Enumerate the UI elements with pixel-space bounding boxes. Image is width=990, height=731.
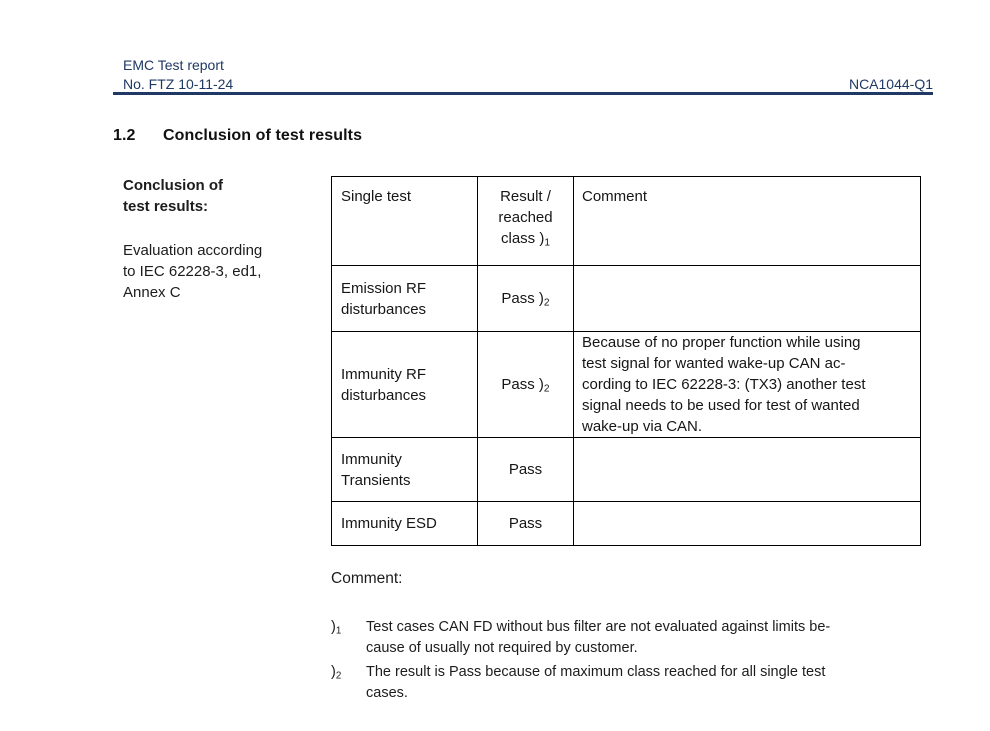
sidebar-label: Conclusion of test results: xyxy=(123,177,223,215)
cell-result: Pass xyxy=(478,438,574,502)
footnote-marker: )$_2$ xyxy=(331,664,342,682)
footnotes xyxy=(331,617,916,707)
footnote-ref: 1 xyxy=(544,237,550,249)
section-heading xyxy=(113,127,362,145)
footnote xyxy=(331,617,916,659)
comment-label: Comment: xyxy=(331,570,403,587)
cell-result: Pass )$_2$ xyxy=(478,266,574,332)
report-title: EMC Test report xyxy=(123,57,224,73)
header-comment: Comment xyxy=(574,177,921,266)
cell-result: Pass )$_2$ xyxy=(478,332,574,438)
footnote-text: The result is Pass because of maximum class reached for all single test cases. xyxy=(366,664,826,701)
cell-comment xyxy=(574,438,921,502)
cell-result: Pass xyxy=(478,502,574,546)
footnote-text: Test cases CAN FD without bus filter are not evaluated against limits be- cause of usually not required by customer. xyxy=(366,619,831,656)
footnote xyxy=(331,662,916,704)
footnote-ref: 2 xyxy=(543,383,550,395)
table-row xyxy=(332,438,921,502)
table-row xyxy=(332,502,921,546)
section-number: 1.2 xyxy=(113,127,136,144)
results-table xyxy=(331,176,921,546)
table-header-row xyxy=(332,177,921,266)
cell-single-test: Immunity Transients xyxy=(332,438,478,502)
sidebar-body: Evaluation according to IEC 62228-3, ed1, Annex C xyxy=(123,242,263,301)
footnote-ref: 2 xyxy=(543,297,550,309)
cell-single-test: Immunity ESD xyxy=(332,502,478,546)
table-row xyxy=(332,266,921,332)
cell-comment xyxy=(574,266,921,332)
cell-single-test: Emission RF disturbances xyxy=(332,266,478,332)
section-title: Conclusion of test results xyxy=(163,127,363,144)
header-rule xyxy=(113,92,933,95)
table-row xyxy=(332,332,921,438)
doc-number: NCA1044-Q1 xyxy=(848,76,933,92)
header-single-test: Single test xyxy=(332,177,478,266)
header-result-class: Result / reached class )$_1$ xyxy=(478,177,574,266)
cell-single-test: Immunity RF disturbances xyxy=(332,332,478,438)
report-header xyxy=(123,56,233,94)
footnote-marker: )$_1$ xyxy=(331,619,342,637)
report-number: No. FTZ 10-11-24 xyxy=(123,76,234,92)
cell-comment xyxy=(574,502,921,546)
cell-comment: Because of no proper function while using test signal for wanted wake-up CAN ac- cording to IEC 62228-3: (TX3) another test signal needs to be used for test of wanted wake-up via CAN. xyxy=(574,332,921,438)
sidebar xyxy=(123,175,323,303)
